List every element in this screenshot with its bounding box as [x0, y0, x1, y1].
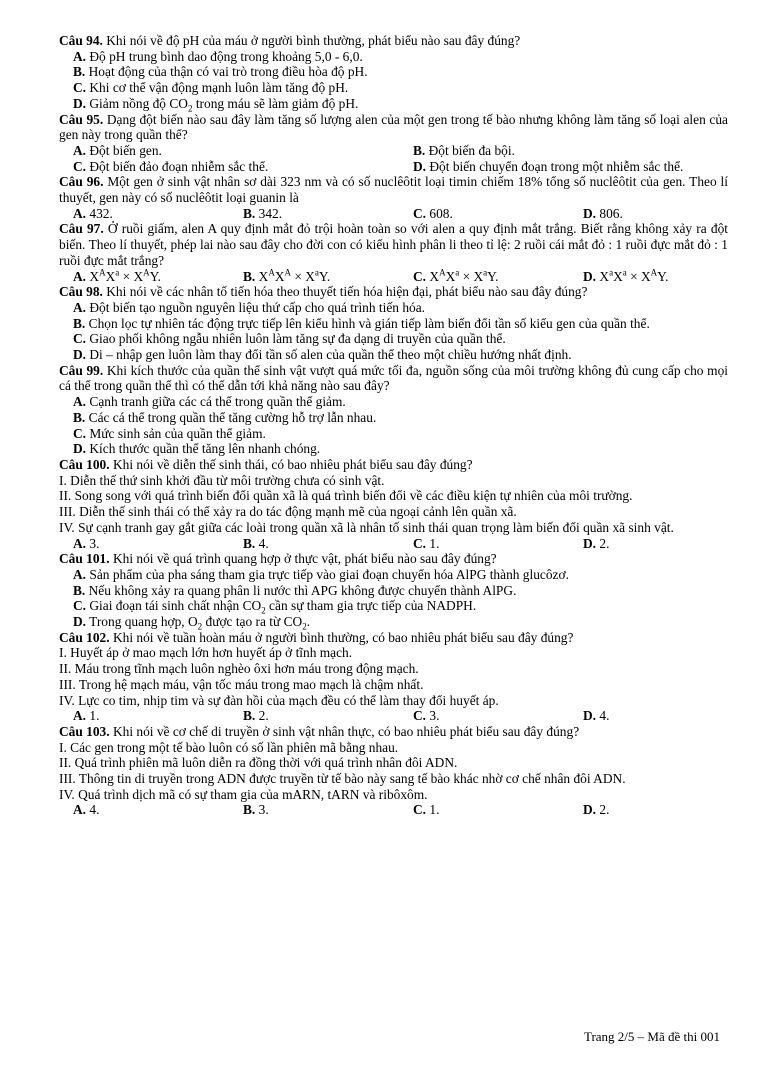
question-102 [59, 630, 728, 724]
statement-1: I. Huyết áp ở mao mạch lớn hơn huyết áp ở tĩnh mạch. [59, 645, 353, 661]
question-101 [59, 551, 728, 630]
statement-1: I. Các gen trong một tế bào luôn có số lần phiên mã bằng nhau. [59, 739, 399, 755]
option-b: B. Hoạt động của thận có vai trò trong điều hòa độ pH. [73, 64, 368, 80]
question-number: Câu 94. [59, 33, 103, 48]
option-d: D. 4. [583, 708, 610, 724]
option-a: A. Đột biến tạo nguồn nguyên liệu thứ cấp cho quá trình tiến hóa. [73, 299, 426, 315]
statement-2: II. Quá trình phiên mã luôn diễn ra đồng thời với quá trình nhân đôi ADN. [59, 755, 458, 771]
question-stem: Khi nói về các nhân tố tiến hóa theo thuyết tiến hóa hiện đại, phát biểu nào sau đây đúng? [106, 284, 588, 300]
option-c: C. 608. [413, 205, 453, 221]
statement-3: III. Diễn thế sinh thái có thể xảy ra do tác động mạnh mẽ của ngoại cảnh lên quần xã. [59, 504, 517, 520]
option-d: D. 806. [583, 205, 623, 221]
question-number: Câu 97. [59, 221, 104, 237]
question-number: Câu 96. [59, 174, 104, 190]
option-d: D. 2. [583, 535, 610, 551]
question-99 [59, 363, 728, 457]
question-96 [59, 174, 728, 221]
option-d: D. Kích thước quần thể tăng lên nhanh chóng. [73, 441, 321, 457]
question-stem: Khi nói về độ pH của máu ở người bình thường, phát biểu nào sau đây đúng? [106, 33, 521, 48]
option-d: D. Trong quang hợp, $O_2$ được tạo ra từ $CO_2$. [73, 614, 311, 632]
option-b: B. Đột biến đa bội. [413, 142, 515, 158]
statement-4: IV. Lực co tim, nhịp tim và sự đàn hồi của mạch đều có thể làm thay đổi huyết áp. [59, 692, 499, 708]
question-number: Câu 95. [59, 111, 104, 127]
option-c: C. Mức sinh sản của quần thể giảm. [73, 425, 266, 441]
option-b: B. 342. [243, 205, 283, 221]
statement-1: I. Diễn thế thứ sinh khởi đầu từ môi trường chưa có sinh vật. [59, 472, 385, 488]
option-b: B. $X^AX^A \times X^aY$. [243, 267, 331, 284]
option-b: B. 4. [243, 535, 269, 551]
question-stem: Một gen ở sinh vật nhân sơ dài 323 nm và có số nuclêôtit loại timin chiếm 18% tổng số nuclêôtit của gen. Theo lí thuyết, gen này có số nuclêôtit loại guanin là [59, 174, 728, 206]
statement-4: IV. Quá trình dịch mã có sự tham gia của mARN, tARN và ribôxôm. [59, 786, 428, 802]
question-94 [59, 33, 728, 112]
option-d: D. Đột biến chuyển đoạn trong một nhiễm sắc thể. [413, 158, 684, 174]
option-a: A. Sản phẩm của pha sáng tham gia trực tiếp vào giai đoạn chuyển hóa AlPG thành glucôzơ. [73, 566, 569, 582]
option-d: D. Giảm nồng độ $CO_2$ trong máu sẽ làm giảm độ pH. [73, 95, 359, 114]
question-stem: Dạng đột biến nào sau đây làm tăng số lượng alen của một gen trong tế bào nhưng không làm tăng số loại alen của gen này trong quần thể? [59, 111, 728, 143]
option-b: B. Chọn lọc tự nhiên tác động trực tiếp lên kiểu hình và gián tiếp làm biến đổi tần số kiểu gen của quần thể. [73, 315, 650, 331]
statement-2: II. Máu trong tĩnh mạch luôn nghèo ôxi hơn máu trong động mạch. [59, 661, 419, 677]
statement-3: III. Thông tin di truyền trong ADN được truyền từ tế bào này sang tế bào khác nhờ cơ chế nhân đôi ADN. [59, 771, 626, 787]
question-stem: Khi kích thước của quần thể sinh vật vượt quá mức tối đa, nguồn sống của môi trường không đủ cung cấp cho mọi cá thể trong quần thể thì có thể dẫn tới khả năng nào sau đây? [59, 362, 728, 394]
option-d: D. $X^aX^a \times X^AY$. [583, 267, 669, 284]
option-a: A. 432. [73, 205, 113, 221]
question-number: Câu 99. [59, 362, 104, 378]
option-c: C. 3. [413, 708, 440, 724]
question-100 [59, 457, 728, 551]
question-stem: Khi nói về tuần hoàn máu ở người bình thường, có bao nhiêu phát biểu sau đây đúng? [112, 629, 574, 645]
option-a: A. Đột biến gen. [73, 142, 162, 158]
question-number: Câu 102. [59, 629, 110, 645]
statement-3: III. Trong hệ mạch máu, vận tốc máu trong mao mạch là chậm nhất. [59, 676, 424, 692]
option-a: A. 3. [73, 535, 100, 551]
option-a: A. Cạnh tranh giữa các cá thể trong quần thể giảm. [73, 394, 346, 410]
option-c: C. 1. [413, 802, 440, 818]
option-a: A. 4. [73, 802, 100, 818]
option-d: D. Di – nhập gen luôn làm thay đổi tần số alen của quần thể theo một chiều hướng nhất định. [73, 347, 572, 363]
question-number: Câu 100. [59, 456, 110, 472]
option-d: D. 2. [583, 802, 610, 818]
statement-4: IV. Sự cạnh tranh gay gắt giữa các loài trong quần xã là nhân tố sinh thái quan trọng làm biến đổi quần xã sinh vật. [59, 519, 674, 535]
option-a: A. Độ pH trung bình dao động trong khoảng 5,0 - 6,0. [73, 48, 363, 64]
option-a: A. $X^AX^a \times X^AY$. [73, 267, 161, 284]
question-95 [59, 112, 728, 175]
question-97 [59, 221, 728, 284]
question-stem: Khi nói về cơ chế di truyền ở sinh vật nhân thực, có bao nhiêu phát biểu sau đây đúng? [112, 723, 580, 739]
question-number: Câu 101. [59, 551, 110, 567]
statement-2: II. Song song với quá trình biến đổi quần xã là quá trình biến đổi về các điều kiện tự nhiên của môi trường. [59, 488, 633, 504]
option-b: B. Nếu không xảy ra quang phân li nước thì APG không được chuyển thành AlPG. [73, 582, 517, 598]
option-c: C. $X^AX^a \times X^aY$. [413, 267, 499, 284]
option-c: C. Giao phối không ngẫu nhiên luôn làm tăng sự đa dạng di truyền của quần thể. [73, 331, 506, 347]
option-c: C. Giai đoạn tái sinh chất nhận $CO_2$ cần sự tham gia trực tiếp của NADPH. [73, 598, 477, 616]
option-c: C. 1. [413, 535, 440, 551]
option-a: A. 1. [73, 708, 100, 724]
question-stem: Khi nói về diễn thế sinh thái, có bao nhiêu phát biểu sau đây đúng? [112, 456, 473, 472]
question-number: Câu 103. [59, 723, 110, 739]
option-b: B. Các cá thể trong quần thể tăng cường hỗ trợ lẫn nhau. [73, 409, 377, 425]
option-b: B. 2. [243, 708, 269, 724]
question-98 [59, 284, 728, 363]
question-stem: Khi nói về quá trình quang hợp ở thực vật, phát biểu nào sau đây đúng? [112, 551, 497, 567]
page-footer: Trang 2/5 – Mã đề thi 001 [583, 1029, 720, 1044]
question-number: Câu 98. [59, 284, 103, 300]
question-stem: Ở ruồi giấm, alen A quy định mắt đỏ trội hoàn toàn so với alen a quy định mắt trắng. Biết rằng không xảy ra đột biến. Theo lí thuyết, phép lai nào sau đây cho đời con có kiểu hình phân li theo tỉ lệ: 2 ruồi cái mắt đỏ : 1 ruồi đực mắt đỏ : 1 ruồi đực mắt trắng? [59, 221, 728, 268]
question-103 [59, 724, 728, 818]
option-c: C. Đột biến đảo đoạn nhiễm sắc thể. [73, 158, 269, 174]
option-c: C. Khi cơ thể vận động mạnh luôn làm tăng độ pH. [73, 80, 349, 96]
option-b: B. 3. [243, 802, 269, 818]
